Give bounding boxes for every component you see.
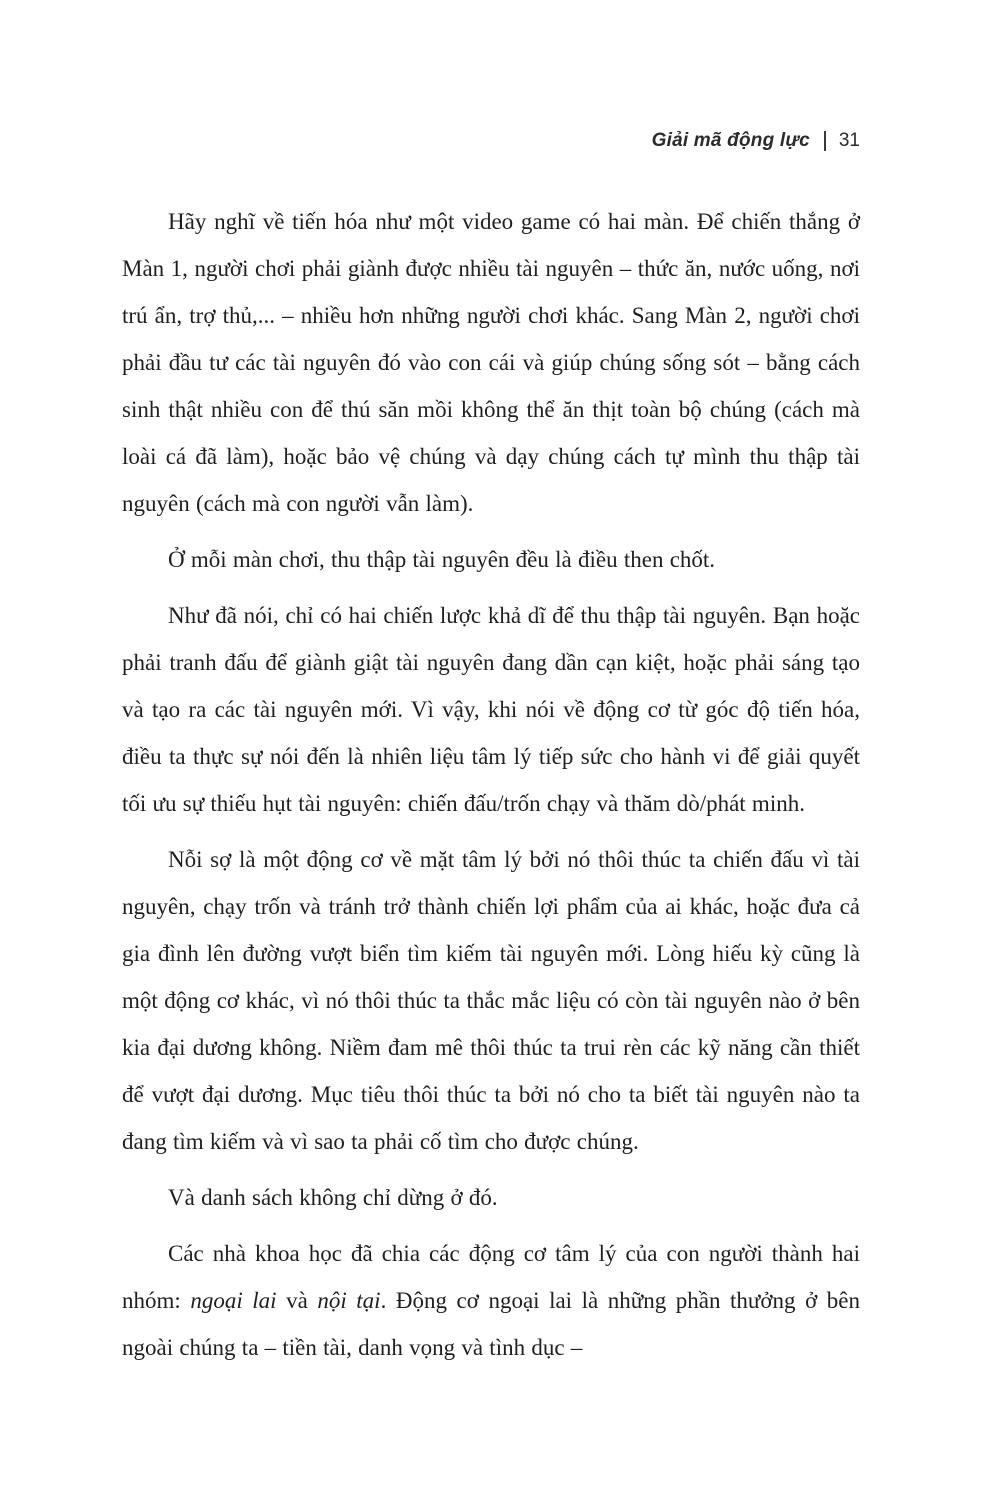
header-divider (824, 131, 826, 151)
paragraph-list-continues: Và danh sách không chỉ dừng ở đó. (168, 1185, 498, 1210)
paragraph-fear-curiosity: Nỗi sợ là một động cơ về mặt tâm lý bởi nó thôi thúc ta chiến đấu vì tài nguyên, chạy trốn và tránh trở thành chiến lợi phẩm của ai khác, hoặc đưa cả gia đình lên đường vượt biển tìm kiếm tài nguyên mới. Lòng hiếu kỳ cũng là một động cơ khác, vì nó thôi thúc ta thắc mắc liệu có còn tài nguyên nào ở bên kia đại dương không. Niềm đam mê thôi thúc ta trui rèn các kỹ năng cần thiết để vượt đại dương. Mục tiêu thôi thúc ta bởi nó cho ta biết tài nguyên nào ta đang tìm kiếm và vì sao ta phải cố tìm cho được chúng. (122, 847, 860, 1154)
paragraph-motive-groups-text: . Động cơ ngoại lai là những phần thưởng ở bên ngoài chúng ta – tiền tài, danh vọng và tình dục – (122, 1288, 861, 1360)
paragraph-motive-groups (122, 1230, 860, 1371)
running-title: Giải mã động lực (651, 130, 810, 151)
paragraph-two-strategies: Như đã nói, chỉ có hai chiến lược khả dĩ để thu thập tài nguyên. Bạn hoặc phải tranh đấu để giành giật tài nguyên đang dần cạn kiệt, hoặc phải sáng tạo và tạo ra các tài nguyên mới. Vì vậy, khi nói về động cơ từ góc độ tiến hóa, điều ta thực sự nói đến là nhiên liệu tâm lý tiếp sức cho hành vi để giải quyết tối ưu sự thiếu hụt tài nguyên: chiến đấu/trốn chạy và thăm dò/phát minh. (122, 603, 860, 816)
paragraph-motive-groups-text: và (276, 1288, 318, 1313)
page-header (122, 126, 860, 156)
page-number: 31 (838, 130, 860, 151)
term-intrinsic: nội tại (317, 1288, 381, 1313)
term-extrinsic: ngoại lai (190, 1288, 277, 1313)
paragraph-motive-groups-text: Các nhà khoa học đã chia các động cơ tâm lý của con người thành hai nhóm: (122, 1241, 860, 1313)
paragraph-key-point: Ở mỗi màn chơi, thu thập tài nguyên đều là điều then chốt. (168, 547, 716, 572)
paragraph-evolution-game: Hãy nghĩ về tiến hóa như một video game có hai màn. Để chiến thắng ở Màn 1, người chơi phải giành được nhiều tài nguyên – thức ăn, nước uống, nơi trú ẩn, trợ thủ,... – nhiều hơn những người chơi khác. Sang Màn 2, người chơi phải đầu tư các tài nguyên đó vào con cái và giúp chúng sống sót – bằng cách sinh thật nhiều con để thú săn mồi không thể ăn thịt toàn bộ chúng (cách mà loài cá đã làm), hoặc bảo vệ chúng và dạy chúng cách tự mình thu thập tài nguyên (cách mà con người vẫn làm). (122, 209, 860, 516)
page-content (122, 198, 860, 1371)
